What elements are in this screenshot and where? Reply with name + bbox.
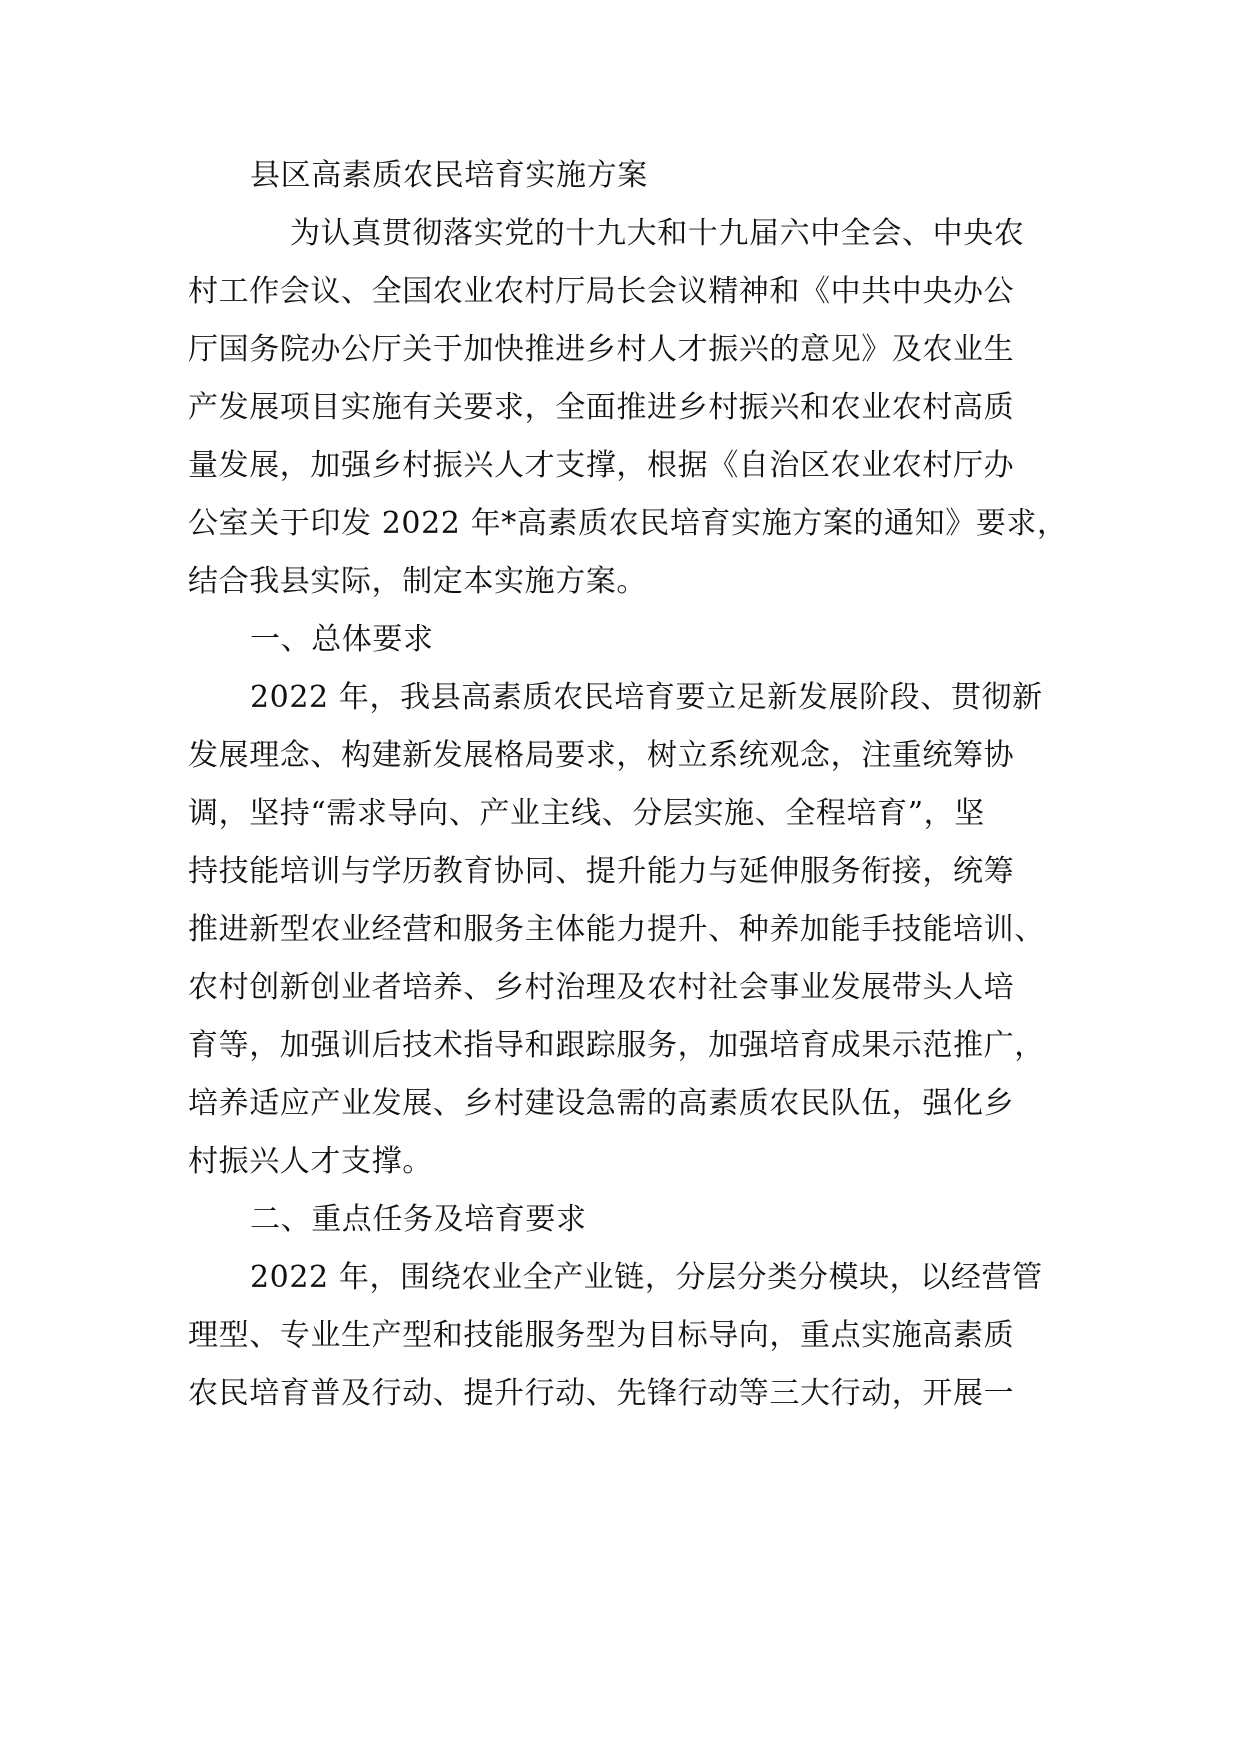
paragraph-line: 量发展，加强乡村振兴人才支撑，根据《自治区农业农村厅办 [188,448,1015,483]
section-heading: 二、重点任务及培育要求 [250,1202,587,1237]
paragraph-line: 产发展项目实施有关要求，全面推进乡村振兴和农业农村高质 [188,390,1015,425]
paragraph-line: 农民培育普及行动、提升行动、先锋行动等三大行动，开展一 [188,1376,1015,1411]
paragraph-line: 公室关于印发 2022 年*高素质农民培育实施方案的通知》要求， [188,506,1068,541]
paragraph-line: 育等，加强训后技术指导和跟踪服务，加强培育成果示范推广， [188,1028,1045,1063]
paragraph-line: 调，坚持“需求导向、产业主线、分层实施、全程培育”，坚 [188,796,985,831]
paragraph-line: 理型、专业生产型和技能服务型为目标导向，重点实施高素质 [188,1318,1015,1353]
paragraph-line: 培养适应产业发展、乡村建设急需的高素质农民队伍，强化乡 [188,1086,1015,1121]
paragraph-line: 发展理念、构建新发展格局要求，树立系统观念，注重统筹协 [188,738,1015,773]
paragraph-line: 持技能培训与学历教育协同、提升能力与延伸服务衔接，统筹 [188,854,1015,889]
paragraph-line: 厅国务院办公厅关于加快推进乡村人才振兴的意见》及农业生 [188,332,1015,367]
document-title: 县区高素质农民培育实施方案 [250,158,648,193]
paragraph-line: 村工作会议、全国农业农村厅局长会议精神和《中共中央办公 [188,274,1015,309]
paragraph-line: 村振兴人才支撑。 [188,1144,433,1179]
paragraph-line: 结合我县实际，制定本实施方案。 [188,564,647,599]
paragraph-line: 农村创新创业者培养、乡村治理及农村社会事业发展带头人培 [188,970,1015,1005]
section-heading: 一、总体要求 [250,622,434,657]
paragraph-line: 推进新型农业经营和服务主体能力提升、种养加能手技能培训、 [188,912,1045,947]
paragraph-line: 2022 年，我县高素质农民培育要立足新发展阶段、贯彻新 [250,680,1043,715]
paragraph-line: 为认真贯彻落实党的十九大和十九届六中全会、中央农 [290,216,1025,251]
paragraph-line: 2022 年，围绕农业全产业链，分层分类分模块，以经营管 [250,1260,1043,1295]
